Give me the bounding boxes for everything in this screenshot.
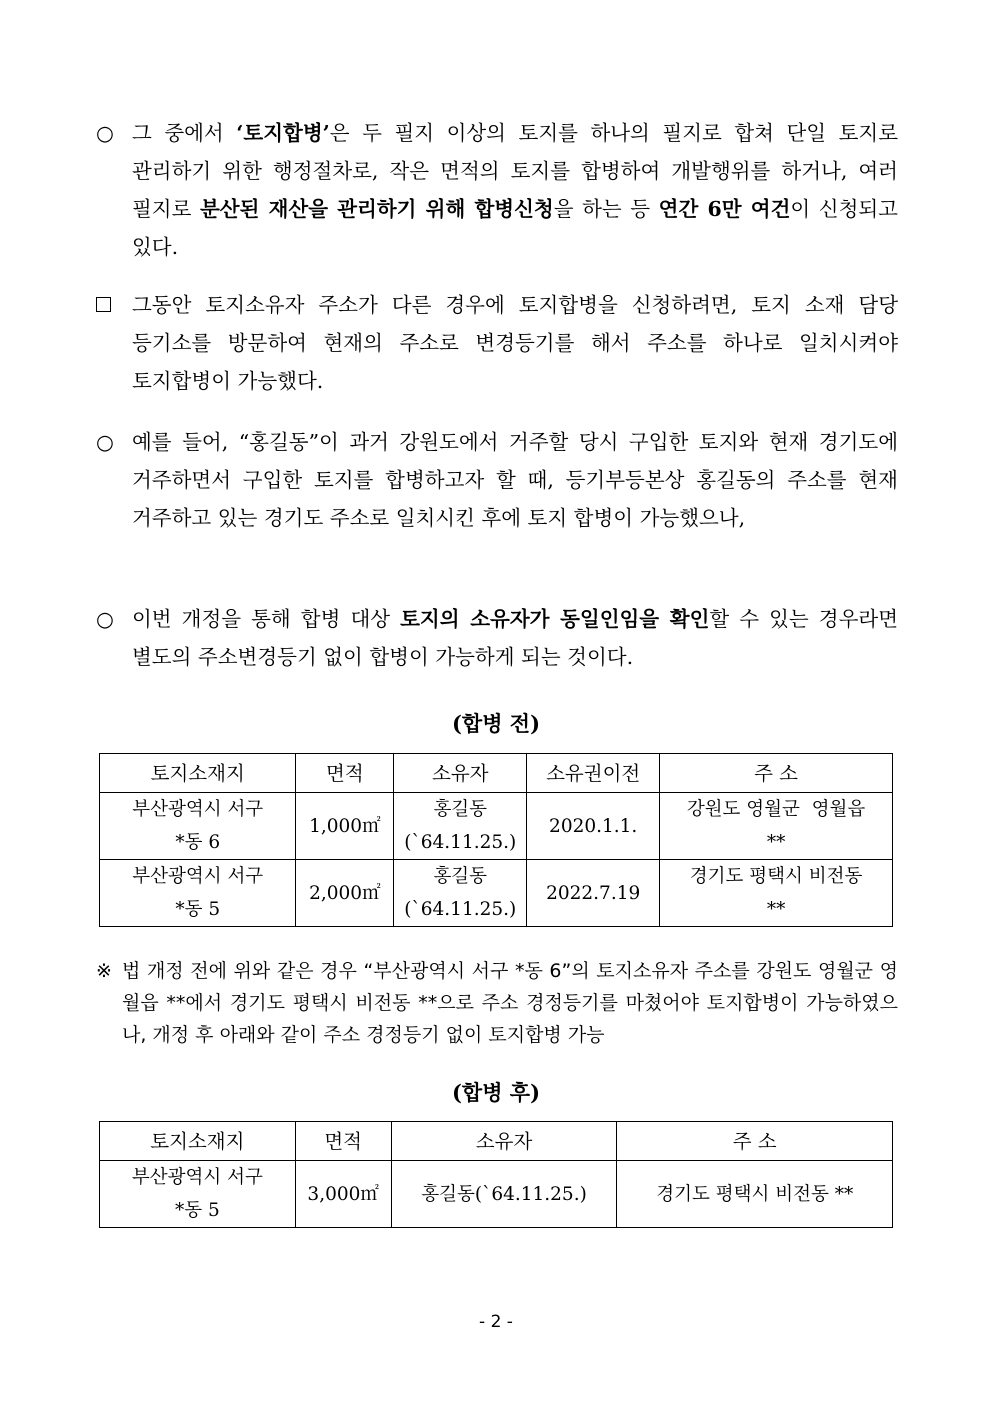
circle-bullet-icon: ○ [96, 430, 114, 454]
note-text: 법 개정 전에 위와 같은 경우 “부산광역시 서구 *동 6”의 토지소유자 주소를 강원도 영월군 영월읍 **에서 경기도 평택시 비전동 **으로 주소 경정등기를 마쳤어야 토지합병이 가능하였으나, 개정 후 아래와 같이 주소 경정등기 없이 토지합병 가능 [122, 960, 898, 1046]
header-owner: 소유자 [394, 754, 527, 793]
cell-area: 1,000㎡ [296, 793, 394, 860]
body-text: 이번 개정을 통해 합병 대상 [132, 607, 401, 631]
owner-birthdate: (`64.11.25.) [404, 832, 517, 853]
header-area: 면적 [296, 754, 394, 793]
address-line2: ** [766, 899, 786, 920]
table-before-merger [99, 753, 893, 927]
body-text: 이 신청되고 있다. [132, 197, 905, 259]
cell-area: 2,000㎡ [296, 860, 394, 927]
body-text: 그 중에서 [132, 121, 237, 145]
body-text: 은 두 필지 이상의 토지를 하나의 필지로 합쳐 단일 토지로 관리하기 위한 행정절차로, 작은 면적의 토지를 합병하여 개발행위를 하거나, 여러 필지로 [132, 121, 905, 221]
cell-area: 3,000㎡ [295, 1161, 391, 1228]
header-location: 토지소재지 [100, 1122, 296, 1161]
paragraph-example [96, 423, 905, 537]
table-header-row [100, 754, 893, 793]
address-line1: 경기도 평택시 비전동 [689, 866, 863, 887]
paragraph-body [132, 286, 905, 400]
square-bullet-icon [96, 297, 111, 312]
emphasis-text: 분산된 재산을 관리하기 위해 합병신청 [200, 197, 554, 221]
table-caption-before: (합병 전) [451, 711, 541, 736]
table-row [100, 1161, 893, 1228]
table-row [100, 860, 893, 927]
reference-mark-icon: ※ [96, 960, 112, 982]
cell-location [100, 1161, 296, 1228]
location-line2: *동 6 [175, 832, 221, 853]
header-transfer: 소유권이전 [527, 754, 660, 793]
header-owner: 소유자 [391, 1122, 617, 1161]
paragraph-body [132, 423, 905, 537]
cell-address [660, 793, 893, 860]
cell-owner [394, 860, 527, 927]
paragraph-land-merger-definition [96, 114, 905, 266]
location-line1: 부산광역시 서구 [131, 1167, 263, 1188]
header-address: 주 소 [660, 754, 893, 793]
body-text: 을 하는 등 [553, 197, 659, 221]
header-address: 주 소 [617, 1122, 893, 1161]
cell-transfer: 2020.1.1. [527, 793, 660, 860]
header-location: 토지소재지 [100, 754, 296, 793]
legal-note [96, 955, 898, 1051]
body-text: 할 수 있는 경우라면 별도의 주소변경등기 없이 합병이 가능하게 되는 것이다. [132, 607, 905, 669]
owner-name: 홍길동 [433, 866, 488, 887]
address-line1: 강원도 영월군 영월읍 [686, 799, 866, 820]
body-text: 예를 들어, “홍길동”이 과거 강원도에서 거주할 당시 구입한 토지와 현재 경기도에 거주하면서 구입한 토지를 합병하고자 할 때, 등기부등본상 홍길동의 주소를 현재 거주하고 있는 경기도 주소로 일치시킨 후에 토지 합병이 가능했으나, [132, 430, 905, 530]
circle-bullet-icon: ○ [96, 121, 114, 145]
cell-location [100, 860, 296, 927]
owner-name: 홍길동 [433, 799, 488, 820]
circle-bullet-icon: ○ [96, 607, 114, 631]
cell-location [100, 793, 296, 860]
cell-owner: 홍길동(`64.11.25.) [391, 1161, 617, 1228]
emphasis-text: 연간 6만 여건 [658, 197, 791, 221]
emphasis-text: 토지의 소유자가 동일인임을 확인 [400, 607, 710, 631]
address-line2: ** [766, 832, 786, 853]
table-caption-after: (합병 후) [451, 1080, 541, 1105]
paragraph-amendment [96, 600, 905, 676]
table-header-row [100, 1122, 893, 1161]
cell-address [660, 860, 893, 927]
page-number: - 2 - [479, 1312, 513, 1332]
location-line2: *동 5 [175, 899, 221, 920]
location-line1: 부산광역시 서구 [132, 799, 264, 820]
cell-address: 경기도 평택시 비전동 ** [617, 1161, 893, 1228]
cell-transfer: 2022.7.19 [527, 860, 660, 927]
paragraph-body [132, 600, 905, 676]
owner-birthdate: (`64.11.25.) [404, 899, 517, 920]
paragraph-previous-procedure [96, 286, 905, 400]
emphasis-text: ‘토지합병’ [236, 121, 330, 145]
cell-owner [394, 793, 527, 860]
location-line2: *동 5 [174, 1200, 220, 1221]
table-after-merger [99, 1121, 893, 1228]
paragraph-body [132, 114, 905, 266]
header-area: 면적 [295, 1122, 391, 1161]
location-line1: 부산광역시 서구 [132, 866, 264, 887]
body-text: 그동안 토지소유자 주소가 다른 경우에 토지합병을 신청하려면, 토지 소재 담당 등기소를 방문하여 현재의 주소로 변경등기를 해서 주소를 하나로 일치시켜야 토지합병이 가능했다. [132, 293, 905, 393]
table-row [100, 793, 893, 860]
